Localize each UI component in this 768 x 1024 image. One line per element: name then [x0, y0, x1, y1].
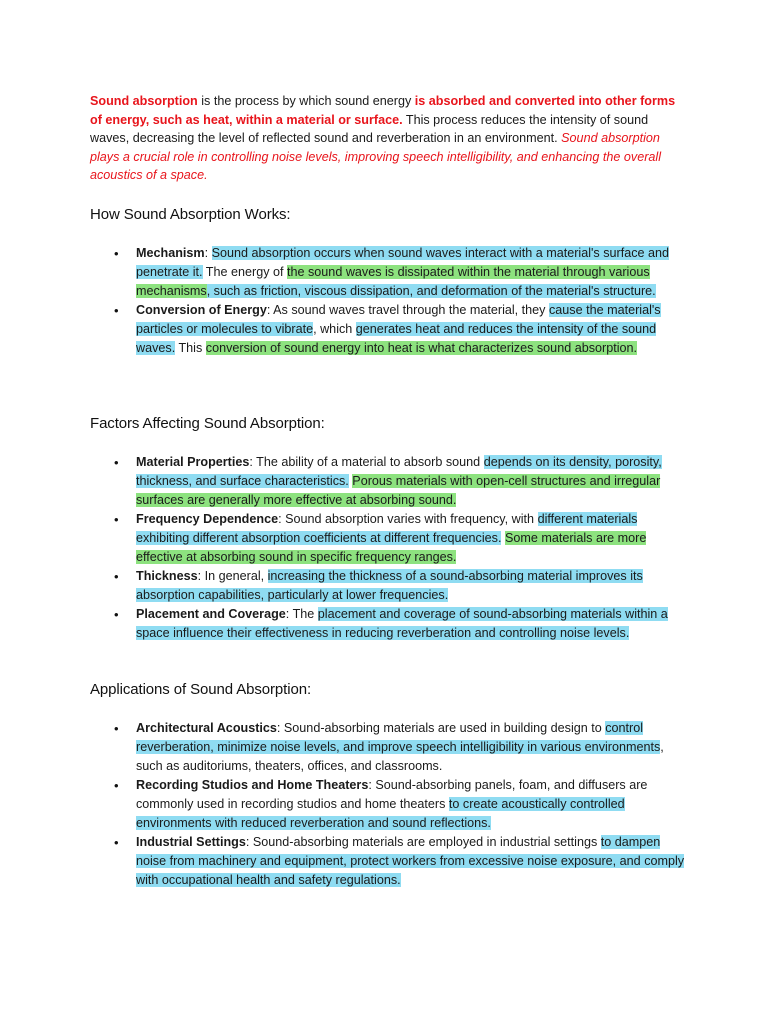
list-how-it-works: [90, 244, 690, 358]
item-label: Mechanism: [136, 246, 205, 260]
intro-term: Sound absorption: [90, 94, 198, 108]
item-text: :: [204, 246, 212, 260]
item-label: Placement and Coverage: [136, 607, 286, 621]
item-label: Recording Studios and Home Theaters: [136, 778, 369, 792]
item-label: Frequency Dependence: [136, 512, 279, 526]
item-text: This: [175, 341, 206, 355]
item-text: : Sound-absorbing materials are employed in industrial settings: [245, 835, 601, 849]
item-text: : As sound waves travel through the material, they: [266, 303, 549, 317]
item-text: , such as auditoriums, theaters, offices, and classrooms.: [136, 740, 664, 773]
highlight-green: conversion of sound energy into heat is what characterizes sound absorption.: [205, 341, 638, 355]
item-label: Thickness: [136, 569, 198, 583]
highlight-blue: generates heat and reduces the intensity of the sound waves.: [136, 322, 657, 355]
highlight-green: the sound waves is dissipated within the material through various mechanisms: [136, 265, 650, 298]
item-label: Architectural Acoustics: [136, 721, 277, 735]
list-item: [90, 776, 690, 833]
section-heading-how-it-works: How Sound Absorption Works:: [90, 206, 291, 223]
highlight-blue: control reverberation, minimize noise levels, and improve speech intelligibility in various environments: [136, 721, 661, 754]
highlight-green: Some materials are more effective at absorbing sound in specific frequency ranges.: [136, 531, 647, 564]
list-item: [90, 453, 690, 510]
item-text: : Sound absorption varies with frequency, with: [278, 512, 538, 526]
item-text: The energy of: [202, 265, 287, 279]
list-item: [90, 605, 690, 643]
highlight-blue: , such as friction, viscous dissipation, and deformation of the material's structure.: [206, 284, 656, 298]
list-item: [90, 244, 690, 301]
item-label: Conversion of Energy: [136, 303, 267, 317]
intro-definition: is absorbed and converted into other forms of energy, such as heat, within a material or surface.: [90, 94, 676, 127]
item-label: Industrial Settings: [136, 835, 246, 849]
intro-emphasis: Sound absorption plays a crucial role in controlling noise levels, improving speech intelligibility, and enhancing the overall acoustics of a space.: [90, 131, 661, 183]
item-text: : The ability of a material to absorb sound: [249, 455, 484, 469]
intro-paragraph: [90, 92, 680, 185]
item-text: : In general,: [197, 569, 268, 583]
list-item: [90, 719, 690, 776]
highlight-green: Porous materials with open-cell structures and irregular surfaces are generally more effective at absorbing sound.: [136, 474, 661, 507]
highlight-blue: depends on its density, porosity, thickness, and surface characteristics.: [136, 455, 662, 488]
highlight-blue: placement and coverage of sound-absorbing materials within a space influence their effectiveness in reducing reverberation and controlling noise levels.: [136, 607, 668, 640]
highlight-blue: different materials exhibiting different absorption coefficients at different frequencies.: [136, 512, 638, 545]
section-heading-factors: Factors Affecting Sound Absorption:: [90, 415, 325, 432]
item-text: , which: [313, 322, 356, 336]
list-applications: [90, 719, 690, 890]
highlight-blue: to create acoustically controlled environments with reduced reverberation and sound reflections.: [136, 797, 625, 830]
highlight-blue: Sound absorption occurs when sound waves interact with a material's surface and penetrate it.: [136, 246, 670, 279]
highlight-blue: increasing the thickness of a sound-absorbing material improves its absorption capabilities, particularly at lower frequencies.: [136, 569, 643, 602]
list-item: [90, 510, 690, 567]
list-factors: [90, 453, 690, 643]
intro-text: is the process by which sound energy: [197, 94, 415, 108]
list-item: [90, 567, 690, 605]
item-text: : Sound-absorbing panels, foam, and diffusers are commonly used in recording studios and home theaters: [136, 778, 648, 811]
list-item: [90, 833, 690, 890]
highlight-blue: cause the material's particles or molecules to vibrate: [136, 303, 661, 336]
item-label: Material Properties: [136, 455, 250, 469]
section-heading-applications: Applications of Sound Absorption:: [90, 681, 312, 698]
highlight-blue: to dampen noise from machinery and equipment, protect workers from excessive noise exposure, and comply with occupational health and safety regulations.: [136, 835, 685, 887]
item-text: : Sound-absorbing materials are used in building design to: [276, 721, 606, 735]
intro-text-2: This process reduces the intensity of sound waves, decreasing the level of reflected sound and reverberation in an environment.: [90, 112, 649, 146]
item-text: : The: [285, 607, 318, 621]
list-item: [90, 301, 690, 358]
